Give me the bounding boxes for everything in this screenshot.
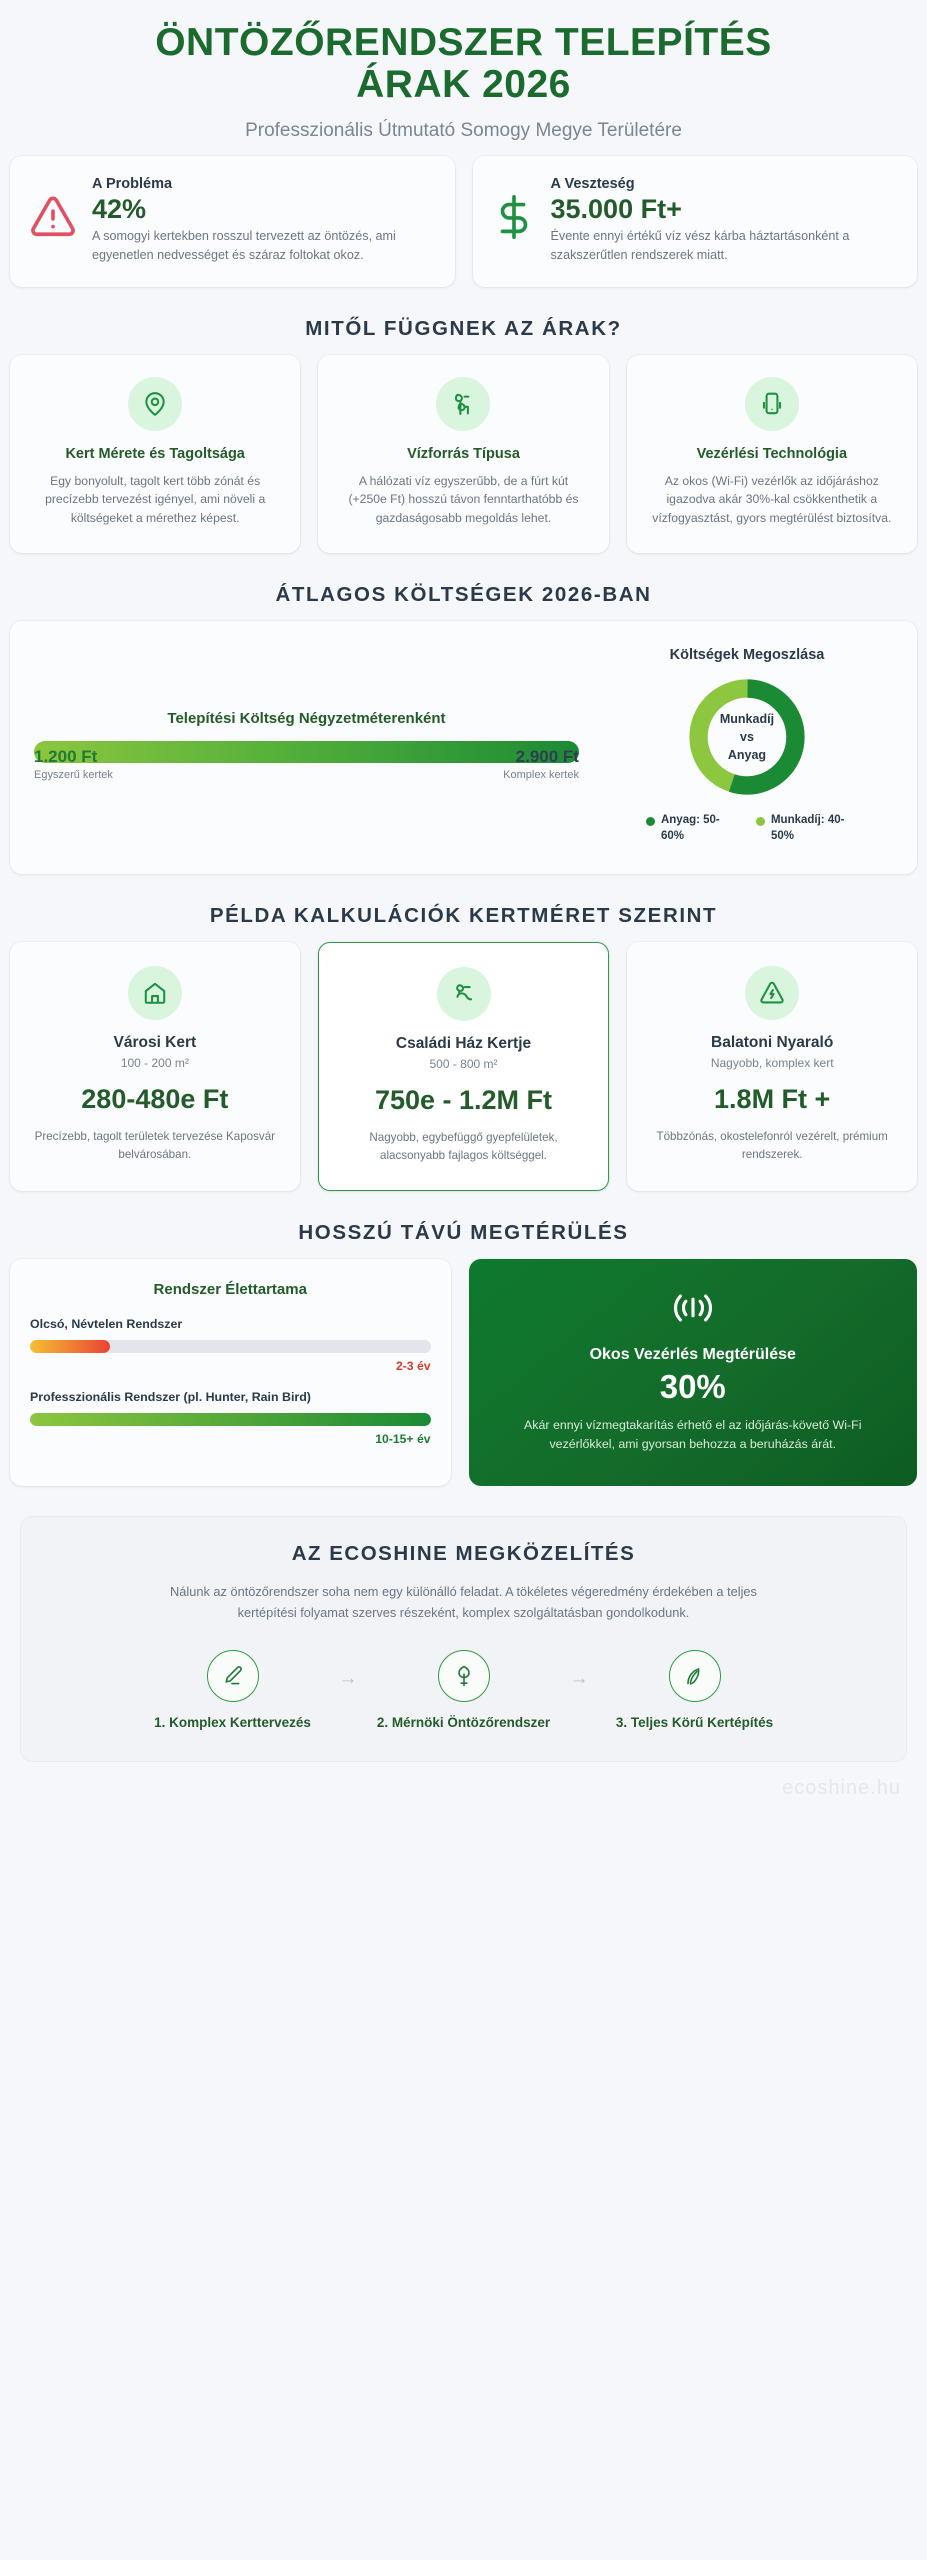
legend-item-labor: [756, 813, 848, 844]
roi-title: Okos Vezérlés Megtérülése: [589, 1346, 796, 1363]
roi-card-smart-control: [469, 1259, 918, 1486]
cost-high-endpoint: [503, 747, 579, 781]
page-subtitle: Professzionális Útmutató Somogy Megye Területére: [245, 120, 682, 142]
lifespan-label: Olcsó, Névtelen Rendszer: [30, 1317, 183, 1332]
approach-lead-text: Nálunk az öntözőrendszer soha nem egy különálló feladat. A tökéletes végeredmény érdekében a teljes kertépítési folyamat szerves részeként, komplex szolgáltatásban gondolkodunk.: [170, 1584, 757, 1621]
factor-description: Az okos (Wi-Fi) vezérlők az időjáráshoz igazodva akár 30%-kal csökkenthetik a vízfogyasztást, gyors megtérülést biztosítva.: [652, 473, 892, 525]
example-card-family-house-garden: [318, 942, 610, 1191]
legend-color-swatch: [646, 817, 655, 826]
smart-signal-icon: [493, 1287, 894, 1334]
pencil-design-icon: [207, 1650, 259, 1702]
lifespan-fill: [30, 1413, 431, 1426]
factor-title: Vezérlési Technológia: [696, 445, 848, 462]
example-title: Városi Kert: [113, 1034, 197, 1052]
approach-step-label: 2. Mérnöki Öntözőrendszer: [376, 1714, 551, 1730]
install-cost-chart: [34, 710, 579, 781]
home-icon: [128, 966, 182, 1020]
lifespan-fill: [30, 1340, 110, 1353]
example-price: 280-480e Ft: [81, 1084, 229, 1115]
page-title-line2: ÁRAK 2026: [356, 63, 571, 107]
legend-item-material: [646, 813, 738, 844]
approach-title: AZ ECOSHINE MEGKÖZELÍTÉS: [291, 1542, 636, 1566]
lifespan-chart-title: Rendszer Élettartama: [153, 1281, 307, 1299]
factor-card-control-tech: [627, 355, 917, 553]
cost-low-value: 1.200 Ft: [34, 747, 98, 767]
site-watermark: ecoshine.hu: [782, 1776, 901, 1799]
example-card-city-garden: [10, 942, 300, 1191]
warning-triangle-icon: [28, 176, 78, 245]
page-title: [40, 22, 887, 106]
stat-value: 35.000 Ft+: [550, 194, 682, 225]
example-title: Családi Ház Kertje: [395, 1035, 532, 1053]
roi-value: 30%: [659, 1368, 726, 1405]
costs-panel: [10, 621, 917, 874]
approach-step-2: [364, 1650, 564, 1732]
cost-low-label: Egyszerű kertek: [34, 769, 113, 782]
cost-high-label: Komplex kertek: [503, 769, 579, 782]
example-price: 750e - 1.2M Ft: [374, 1085, 553, 1116]
factor-description: Egy bonyolult, tagolt kert több zónát és precízebb tervezést igényel, ami növeli a költségeket a mérethez képest.: [45, 473, 266, 525]
legend-label: Anyag: 50-60%: [660, 814, 720, 842]
example-card-balaton-holiday-home: [627, 942, 917, 1191]
lifespan-value: 2-3 év: [395, 1359, 431, 1374]
lifespan-row-pro: [30, 1389, 431, 1446]
section-title-costs: ÁTLAGOS KÖLTSÉGEK 2026-BAN: [275, 583, 652, 607]
page-header: [0, 0, 927, 148]
example-note: Nagyobb, egybefüggő gyepfelületek, alacsonyabb fajlagos költséggel.: [369, 1131, 558, 1162]
stat-card-loss: [473, 156, 918, 286]
example-size: Nagyobb, komplex kert: [710, 1056, 834, 1071]
stat-description: Évente ennyi értékű víz vész kárba háztartásonként a szakszerűtlen rendszerek miatt.: [550, 229, 850, 263]
legend-label: Munkadíj: 40-50%: [770, 814, 845, 842]
lifespan-row-cheap: [30, 1316, 431, 1373]
cost-split-donut-chart: [601, 647, 893, 844]
stat-card-problem: [10, 156, 455, 286]
lightning-triangle-icon: [745, 966, 799, 1020]
lifespan-value: 10-15+ év: [375, 1432, 431, 1447]
section-title-longterm: HOSSZÚ TÁVÚ MEGTÉRÜLÉS: [298, 1221, 629, 1245]
legend-color-swatch: [756, 817, 765, 826]
stat-label: A Probléma: [92, 176, 173, 193]
approach-steps: [50, 1650, 877, 1732]
section-title-examples: PÉLDA KALKULÁCIÓK KERTMÉRET SZERINT: [209, 904, 718, 928]
example-size: 500 - 800 m²: [429, 1057, 498, 1072]
system-lifespan-chart: [10, 1259, 451, 1486]
roi-description: Akár ennyi vízmegtakarítás érhető el az időjárás-követő Wi-Fi vezérlőkkel, ami gyorsan behozza a beruházás árát.: [524, 1418, 862, 1452]
arrow-right-icon-2: →: [569, 1667, 589, 1689]
cost-low-endpoint: [34, 747, 113, 781]
donut-center-label: [683, 673, 811, 801]
example-size: 100 - 200 m²: [120, 1056, 189, 1071]
example-note: Többzónás, okostelefonról vezérelt, prémium rendszerek.: [656, 1130, 888, 1161]
factors-row: [0, 355, 927, 553]
donut-chart-title: Költségek Megoszlása: [669, 647, 825, 664]
lifespan-label: Professzionális Rendszer (pl. Hunter, Rain Bird): [30, 1390, 311, 1405]
stat-value: 42%: [92, 194, 147, 225]
approach-panel: [20, 1516, 907, 1761]
stat-description: A somogyi kertekben rosszul tervezett az öntözés, ami egyenetlen nedvességet és száraz foltokat okoz.: [92, 229, 396, 263]
donut-center-line2: vs: [740, 730, 754, 745]
lifespan-track: [30, 1413, 431, 1426]
donut-center-line3: Anyag: [727, 748, 767, 763]
dollar-sign-icon: [491, 176, 537, 245]
arrow-right-icon: →: [338, 1667, 358, 1689]
donut-center-line1: Munkadíj: [719, 712, 775, 726]
lifespan-track: [30, 1340, 431, 1353]
factor-title: Vízforrás Típusa: [407, 445, 520, 462]
donut-graphic: [683, 673, 811, 801]
donut-legend: [601, 813, 893, 844]
example-note: Precízebb, tagolt területek tervezése Kaposvár belvárosában.: [34, 1130, 276, 1161]
leaves-icon: [669, 1650, 721, 1702]
longterm-row: [0, 1259, 927, 1486]
stat-label: A Veszteség: [550, 176, 635, 193]
example-title: Balatoni Nyaraló: [711, 1034, 834, 1052]
approach-step-1: [133, 1650, 333, 1732]
approach-step-label: 3. Teljes Körű Kertépítés: [615, 1714, 774, 1730]
factor-description: A hálózati víz egyszerűbb, de a fúrt kút (+250e Ft) hosszú távon fenntarthatóbb és gazdaságosabb megoldás lehet.: [348, 473, 579, 525]
sprout-icon: [438, 1650, 490, 1702]
stats-row: [0, 148, 927, 286]
approach-step-3: [595, 1650, 795, 1732]
factor-card-garden-size: [10, 355, 300, 553]
approach-step-label: 1. Komplex Kerttervezés: [154, 1714, 311, 1730]
map-pin-icon: [128, 377, 182, 431]
factor-card-water-source: [318, 355, 608, 553]
install-cost-chart-title: Telepítési Költség Négyzetméterenként: [167, 710, 446, 728]
section-title-factors: MITŐL FÜGGNEK AZ ÁRAK?: [305, 316, 622, 340]
sprinkler-icon: [437, 967, 491, 1021]
smart-controller-icon: [745, 377, 799, 431]
cost-high-value: 2.900 Ft: [515, 747, 579, 767]
page-title-line1: ÖNTÖZŐRENDSZER TELEPÍTÉS: [155, 21, 772, 64]
example-price: 1.8M Ft +: [714, 1084, 831, 1115]
water-drop-tap-icon: [436, 377, 490, 431]
factor-title: Kert Mérete és Tagoltsága: [65, 445, 245, 462]
examples-row: [0, 942, 927, 1191]
cost-bar-endpoints: [34, 747, 579, 781]
